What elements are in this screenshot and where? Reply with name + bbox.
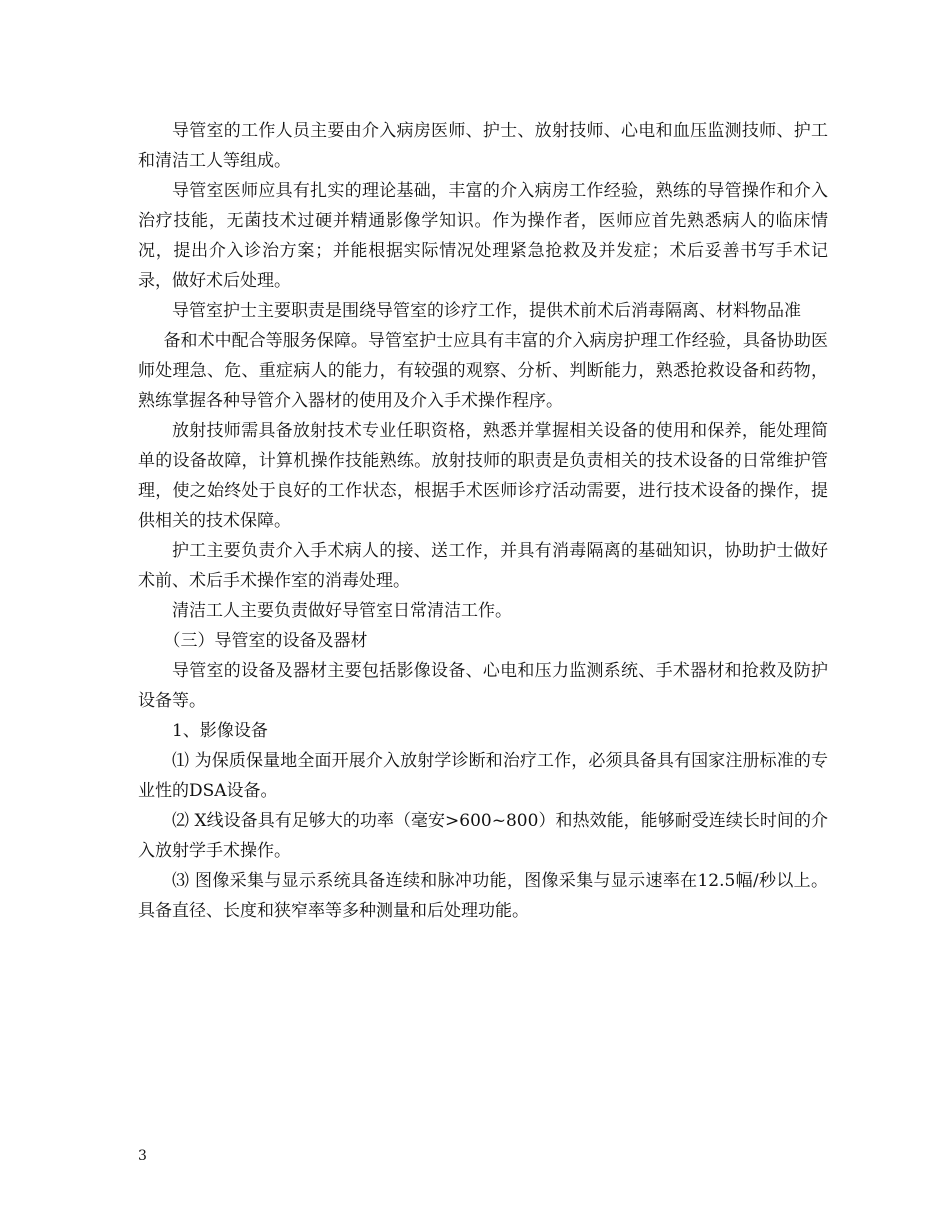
paragraph-imaging-item-3: ⑶ 图像采集与显示系统具备连续和脉冲功能，图像采集与显示速率在12.5幅/秒以上。具备直径、长度和狭窄率等多种测量和后处理功能。	[138, 871, 828, 921]
page-number: 3	[138, 1148, 147, 1164]
paragraph-imaging-item-2: ⑵ X线设备具有足够大的功率（毫安>600~800）和热效能，能够耐受连续长时间的介入放射学手术操作。	[138, 811, 828, 861]
paragraph-nurse-duties: 导管室护士主要职责是围绕导管室的诊疗工作，提供术前术后消毒隔离、材料物品准	[172, 301, 801, 321]
paragraph-orderly: 护工主要负责介入手术病人的接、送工作，并具有消毒隔离的基础知识，协助护士做好术前、术后手术操作室的消毒处理。	[138, 541, 828, 591]
paragraph-cleaner: 清洁工人主要负责做好导管室日常清洁工作。	[172, 601, 512, 621]
body-text	[138, 116, 828, 926]
paragraph-nurse-duties-continued: 备和术中配合等服务保障。导管室护士应具有丰富的介入病房护理工作经验，具备协助医师处理急、危、重症病人的能力，有较强的观察、分析、判断能力，熟悉抢救设备和药物，熟练掌握各种导管介入器材的使用及介入手术操作程序。	[138, 331, 828, 411]
paragraph-physician-requirements: 导管室医师应具有扎实的理论基础，丰富的介入病房工作经验，熟练的导管操作和介入治疗技能，无菌技术过硬并精通影像学知识。作为操作者，医师应首先熟悉病人的临床情况，提出介入诊治方案；并能根据实际情况处理紧急抢救及并发症；术后妥善书写手术记录，做好术后处理。	[138, 181, 828, 291]
paragraph-staff-composition: 导管室的工作人员主要由介入病房医师、护士、放射技师、心电和血压监测技师、护工和清洁工人等组成。	[138, 121, 828, 171]
section-heading-equipment: （三）导管室的设备及器材	[163, 631, 368, 651]
paragraph-equipment-overview: 导管室的设备及器材主要包括影像设备、心电和压力监测系统、手术器材和抢救及防护设备等。	[138, 661, 828, 711]
paragraph-imaging-item-1: ⑴ 为保质保量地全面开展介入放射学诊断和治疗工作，必须具备具有国家注册标准的专业性的DSA设备。	[138, 751, 828, 801]
paragraph-radiology-technician: 放射技师需具备放射技术专业任职资格，熟悉并掌握相关设备的使用和保养，能处理简单的设备故障，计算机操作技能熟练。放射技师的职责是负责相关的技术设备的日常维护管理，使之始终处于良好的工作状态，根据手术医师诊疗活动需要，进行技术设备的操作，提供相关的技术保障。	[138, 421, 828, 531]
subheading-imaging-equipment: 1、影像设备	[172, 721, 268, 741]
